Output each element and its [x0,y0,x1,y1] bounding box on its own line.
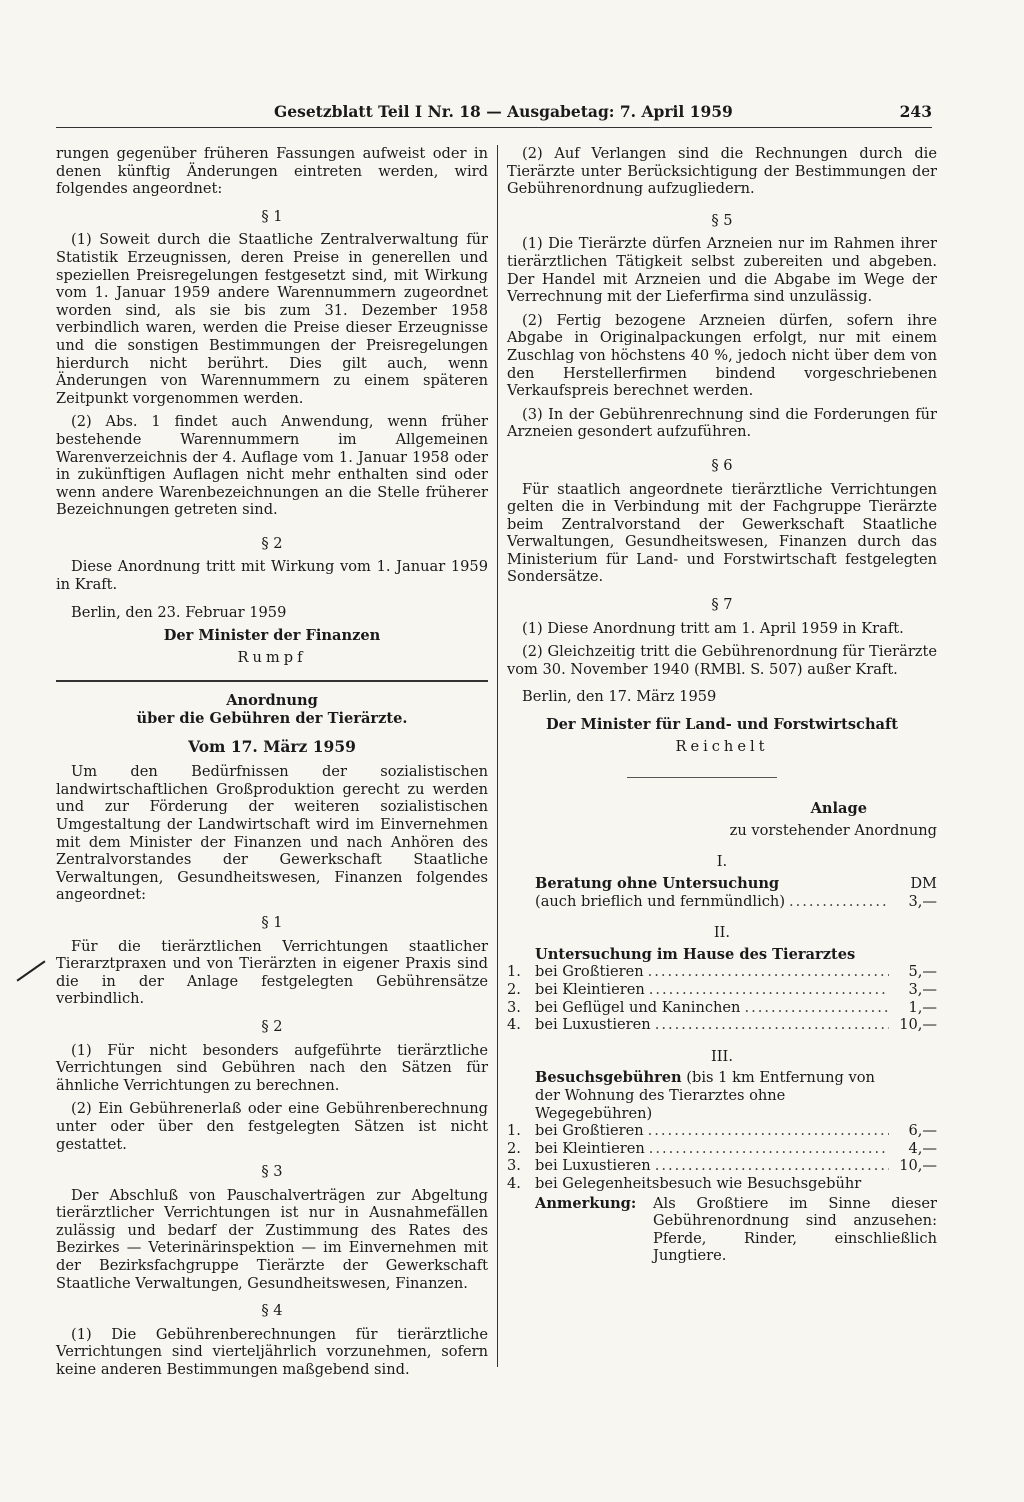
fee-row [507,1016,937,1034]
fee-group-title: Untersuchung im Hause des Tierarztes [535,945,856,963]
column-divider [497,145,498,1367]
fee-row [507,999,937,1017]
appendix-section-iii: III. [711,1047,733,1065]
visit-fee-list [507,1122,937,1192]
appendix-subtitle: zu vorstehender Anordnung [729,821,937,839]
signer-title: Der Minister der Finanzen [163,627,381,645]
fee-number: 3. [507,998,521,1016]
fee-label: (auch brieflich und fernmündlich) [535,892,786,910]
page-header [56,103,932,128]
fee-label: bei Gelegenheitsbesuch wie Besuchsgebühr [535,1174,862,1192]
fee-row [507,1157,937,1175]
paragraph: (1) Die Gebührenberechnungen für tierärztliche Verrichtungen sind vierteljährlich vorzunehmen, sofern keine anderen Bestimmungen maßgebend sind. [56,1325,488,1379]
paragraph: (2) Gleichzeitig tritt die Gebührenordnung für Tierärzte vom 30. November 1940 (RMBl. S. 507) außer Kraft. [507,643,937,678]
document-date: Vom 17. März 1959 [188,736,356,756]
appendix-section-i: I. [716,853,728,871]
paragraph: (2) Abs. 1 findet auch Anwendung, wenn früher bestehende Warennummern im Allgemeinen Warenverzeichnis der 4. Auflage vom 1. Januar 1958 oder in zukünftigen Auflagen nicht mehr enthalten sind oder wenn andere Warenbezeichnungen an die Stelle früherer Bezeichnungen getreten sind. [56,413,488,519]
page-number: 243 [899,102,932,121]
section-heading: § 1 [261,913,283,931]
paragraph: (3) In der Gebührenrechnung sind die Forderungen für Arzneien gesondert aufzuführen. [507,405,937,441]
dot-leader [655,1016,889,1034]
dot-leader [649,981,889,999]
fee-number: 4. [507,1016,521,1034]
paragraph: Für die tierärztlichen Verrichtungen staatlicher Tierarztpraxen und von Tierärzten in eigener Praxis sind die in der Anlage festgelegten Gebührensätze verbindlich. [56,937,488,1008]
fee-header-row [507,875,937,893]
paragraph: (1) Diese Anordnung tritt am 1. April 1959 in Kraft. [522,619,904,637]
place-date: Berlin, den 23. Februar 1959 [71,603,287,621]
section-heading: § 4 [261,1302,283,1320]
fee-number: 2. [507,980,521,998]
fee-label: bei Großtieren [535,1122,644,1140]
paragraph: (2) Fertig bezogene Arzneien dürfen, sofern ihre Abgabe in Originalpackungen erfolgt, nur mit einem Zuschlag von höchstens 40 %, jedoch nicht über dem von den Herstellerfirmen bindend vorgeschriebenen Verkaufspreis berechnet werden. [507,311,937,400]
dot-leader [655,1157,889,1175]
fee-amount: 6,— [908,1122,937,1140]
paragraph: (1) Für nicht besonders aufgeführte tierärztliche Verrichtungen sind Gebühren nach den Sätzen für ähnliche Verrichtungen zu berechnen. [56,1041,488,1094]
fee-row [507,1122,937,1140]
fee-label: bei Großtieren [535,963,644,981]
section-heading: § 2 [261,534,283,552]
dot-leader [648,1122,889,1140]
note-text: Als Großtiere im Sinne dieser Gebührenordnung sind anzusehen: Pferde, Rinder, einschließlich Jungtiere. [653,1194,937,1265]
fee-number: 3. [507,1157,521,1175]
running-header: Gesetzblatt Teil I Nr. 18 — Ausgabetag: 7. April 1959 [274,102,733,121]
fee-row [507,893,937,911]
paragraph: (1) Die Tierärzte dürfen Arzneien nur im Rahmen ihrer tierärztlichen Tätigkeit selbst zubereiten und abgeben. Der Handel mit Arzneien und die Abgabe im Wege der Verrechnung mit der Lieferfirma sind unzulässig. [507,235,937,306]
dot-leader [649,1140,889,1158]
fee-amount: 1,— [908,998,937,1016]
margin-pen-mark [17,960,46,981]
short-divider [627,777,777,778]
fee-label: bei Kleintieren [535,1139,645,1157]
fee-number: 1. [507,1122,521,1140]
signer-name: Reichelt [675,737,769,755]
section-heading: § 2 [261,1017,283,1035]
appendix-title: Anlage [810,800,867,818]
signer-name: Rumpf [237,648,307,666]
document-subtitle: über die Gebühren der Tierärzte. [136,710,408,728]
place-date: Berlin, den 17. März 1959 [522,688,717,706]
examination-fee-list [507,963,937,1033]
fee-row [507,1175,937,1193]
fee-row [507,963,937,981]
appendix-section-ii: II. [713,924,731,942]
fee-label: Beratung ohne Untersuchung [535,875,780,892]
paragraph: (2) Auf Verlangen sind die Rechnungen durch die Tierärzte unter Berücksichtigung der Bestimmungen der Gebührenordnung aufzugliedern. [507,145,937,198]
continued-paragraph: rungen gegenüber früheren Fassungen aufweist oder in denen künftig Änderungen eintreten werden, wird folgendes angeordnet: [56,145,488,198]
section-heading: § 6 [711,456,733,474]
signer-title: Der Minister für Land- und Forstwirtschaft [545,716,899,734]
dot-leader [789,893,889,911]
left-column [56,145,488,1379]
preamble: Um den Bedürfnissen der sozialistischen landwirtschaftlichen Großproduktion gerecht zu werden und zur Förderung der weiteren sozialistischen Umgestaltung der Landwirtschaft wird im Einvernehmen mit dem Minister der Finanzen und nach Anhören des Zentralvorstandes der Gewerkschaft Staatliche Verwaltungen, Gesundheitswesen, Finanzen folgendes angeordnet: [56,763,488,904]
appendix-note [507,1195,937,1265]
dot-leader [648,963,889,981]
fee-amount: 3,— [908,892,937,910]
fee-label: bei Geflügel und Kaninchen [535,998,741,1016]
dot-leader [744,999,889,1017]
currency-label: DM [910,875,937,892]
fee-group-title-bold: Besuchsgebühren [535,1069,682,1087]
fee-label: bei Luxustieren [535,1157,651,1175]
fee-group-title [507,1069,937,1122]
fee-number: 2. [507,1139,521,1157]
fee-label: bei Kleintieren [535,980,645,998]
paragraph: (2) Ein Gebührenerlaß oder eine Gebührenberechnung unter oder über den festgelegten Sätzen ist nicht gestattet. [56,1100,488,1153]
fee-amount: 4,— [908,1139,937,1157]
paragraph: Für staatlich angeordnete tierärztliche Verrichtungen gelten die in Verbindung mit der Fachgruppe Tierärzte beim Zentralvorstand der Gewerkschaft Staatliche Verwaltungen, Gesundheitswesen, Finanzen durch das Ministerium für Land- und Forstwirtschaft festgelegten Sondersätze. [507,480,937,586]
fee-amount: 10,— [899,1016,937,1034]
section-heading: § 1 [261,207,283,225]
fee-label: bei Luxustieren [535,1016,651,1034]
section-heading: § 7 [711,596,733,614]
paragraph: Diese Anordnung tritt mit Wirkung vom 1. Januar 1959 in Kraft. [56,558,488,594]
document-title: Anordnung [226,692,318,710]
fee-group-title-rest: (bis 1 km Entfernung von der Wohnung des Tierarztes ohne Wegegebühren) [535,1069,875,1122]
fee-amount: 3,— [908,980,937,998]
fee-number: 4. [507,1174,521,1192]
fee-amount: 10,— [899,1157,937,1175]
note-label: Anmerkung: [535,1194,637,1212]
right-column [507,145,937,1265]
section-divider [56,680,488,682]
paragraph: (1) Soweit durch die Staatliche Zentralverwaltung für Statistik Erzeugnissen, deren Preise in generellen und speziellen Preisregelungen festgesetzt sind, mit Wirkung vom 1. Januar 1959 andere Warennummern zugeordnet worden sind, als sie bis zum 31. Dezember 1958 verbindlich waren, werden die Preise dieser Erzeugnisse und die sonstigen Bestimmungen der Preisregelungen hierdurch nicht berührt. Dies gilt auch, wenn Änderungen von Warennummern zu einem späteren Zeitpunkt vorgenommen werden. [56,231,488,407]
fee-number: 1. [507,963,521,981]
fee-row [507,1140,937,1158]
paragraph: Der Abschluß von Pauschalverträgen zur Abgeltung tierärztlicher Verrichtungen ist nur in Ausnahmefällen zulässig und bedarf der Zustimmung des Rates des Bezirkes — Veterinärinspektion — im Einvernehmen mit der Bezirksfachgruppe Tierärzte der Gewerkschaft Staatliche Verwaltungen, Gesundheitswesen, Finanzen. [56,1186,488,1292]
fee-row [507,981,937,999]
section-heading: § 3 [261,1163,283,1181]
section-heading: § 5 [711,211,733,229]
fee-amount: 5,— [908,963,937,981]
